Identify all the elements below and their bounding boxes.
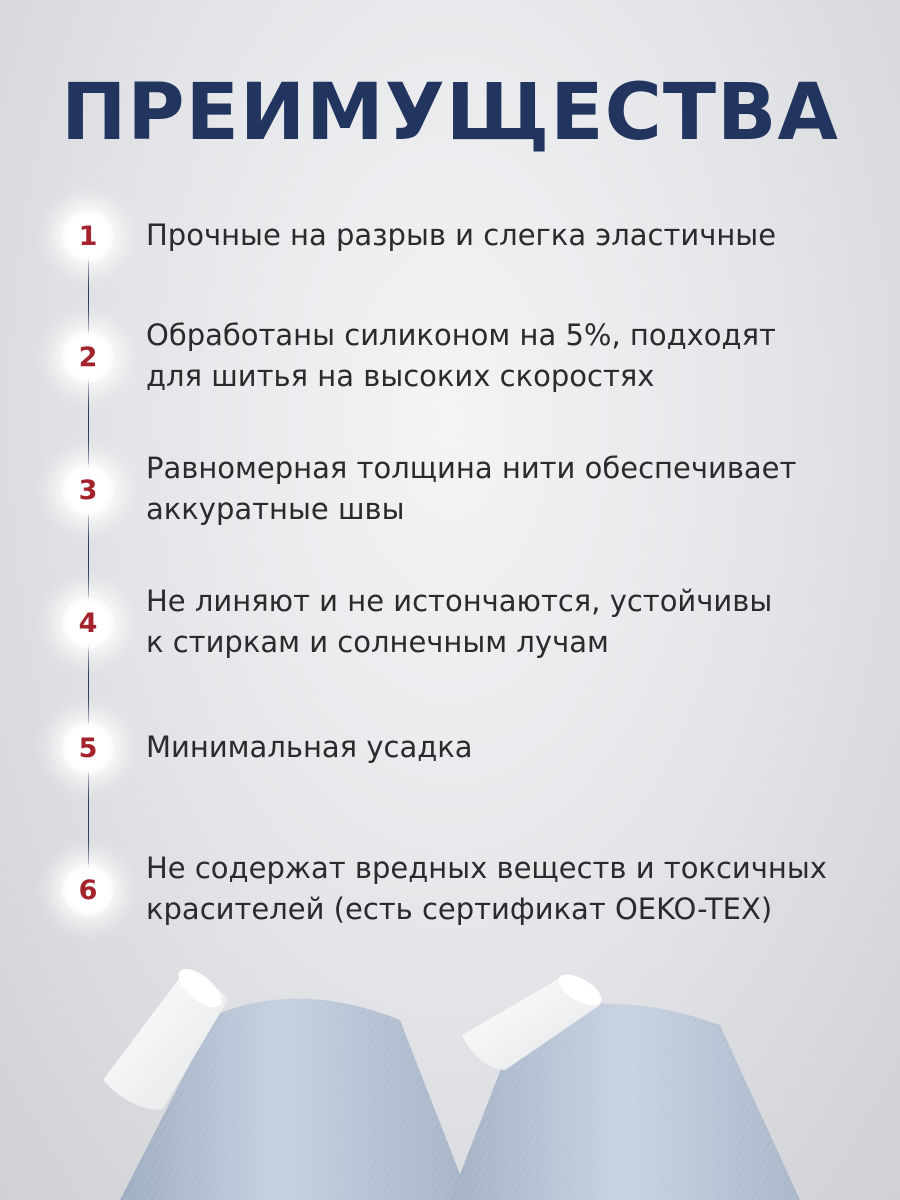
item-text <box>146 448 876 530</box>
item-text-line: аккуратные швы <box>146 492 405 526</box>
list-item <box>0 730 900 764</box>
list-item <box>0 851 900 926</box>
number-badge: 6 <box>62 864 114 916</box>
item-text <box>146 727 876 768</box>
item-text-line: к стиркам и солнечным лучам <box>146 625 609 659</box>
list-item <box>0 218 900 252</box>
item-text-line: Минимальная усадка <box>146 730 473 764</box>
item-text-line: Не линяют и не истончаются, устойчивы <box>146 584 773 618</box>
item-text-line: Не содержат вредных веществ и токсичных <box>146 851 827 885</box>
page-title: ПРЕИМУЩЕСТВА <box>61 68 839 158</box>
number-badge: 4 <box>62 597 114 649</box>
list-item <box>0 318 900 393</box>
item-text <box>146 215 876 256</box>
thread-spools-icon <box>0 960 900 1200</box>
item-text-line: красителей (есть сертификат OEKO-TEX) <box>146 892 773 926</box>
item-text-line: Прочные на разрыв и слегка эластичные <box>146 218 777 252</box>
item-text <box>146 581 876 663</box>
list-item <box>0 584 900 659</box>
right-spool <box>450 968 800 1200</box>
number-badge: 2 <box>62 331 114 383</box>
item-text-line: для шитья на высоких скоростях <box>146 359 655 393</box>
item-text-line: Обработаны силиконом на 5%, подходят <box>146 318 776 352</box>
number-badge: 5 <box>62 722 114 774</box>
number-badge: 1 <box>62 210 114 262</box>
left-spool <box>103 962 470 1200</box>
list-item <box>0 451 900 526</box>
item-text-line: Равномерная толщина нити обеспечивает <box>146 451 797 485</box>
item-text <box>146 848 876 930</box>
number-badge: 3 <box>62 464 114 516</box>
item-text <box>146 315 876 397</box>
